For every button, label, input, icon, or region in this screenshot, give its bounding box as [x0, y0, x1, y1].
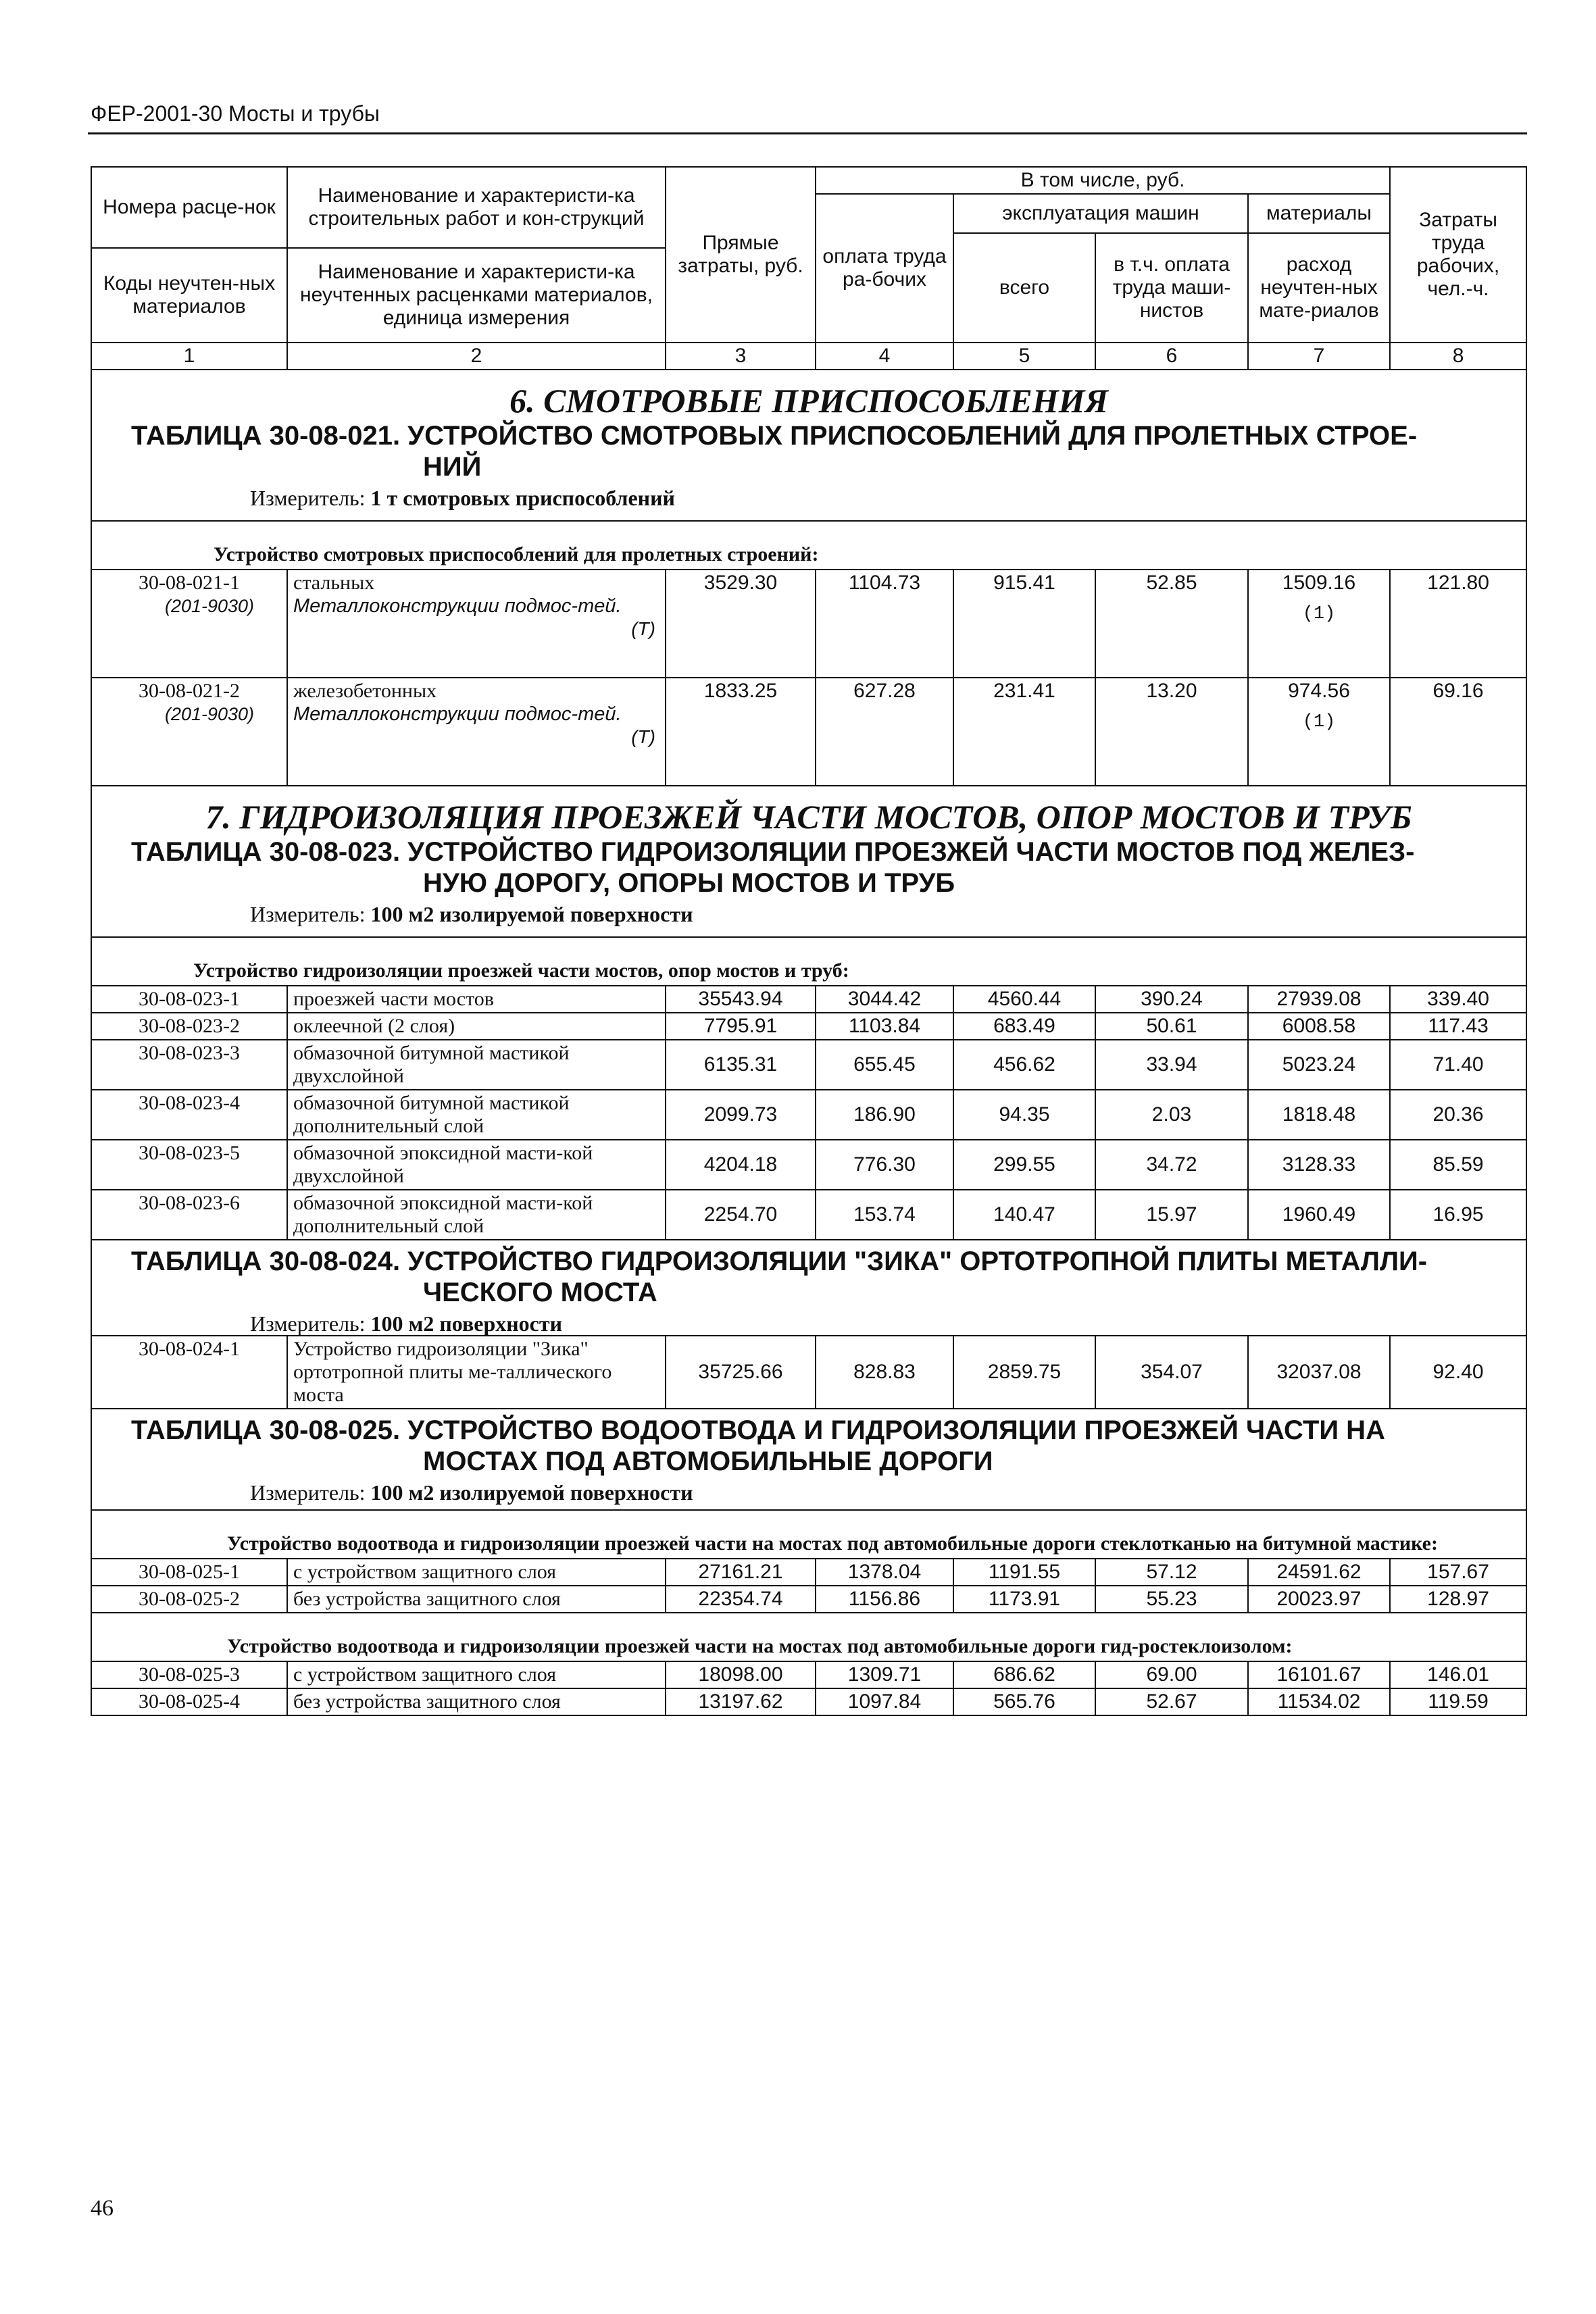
worker-pay: 776.30 [816, 1140, 953, 1190]
measure-label: Измеритель: [250, 902, 366, 926]
section-heading: 7. ГИДРОИЗОЛЯЦИЯ ПРОЕЗЖЕЙ ЧАСТИ МОСТОВ, ОПОР МОСТОВ И ТРУБ [205, 798, 1412, 836]
table-title-line: НУЮ ДОРОГУ, ОПОРЫ МОСТОВ И ТРУБ [423, 868, 955, 898]
table-row [91, 1688, 1526, 1715]
machines-total: 2859.75 [953, 1336, 1095, 1409]
group-heading: Устройство водоотвода и гидроизоляции проезжей части на мостах под автомобильные дороги стеклотканью на битумной мастике: [91, 1510, 1526, 1559]
col-header-machines: эксплуатация машин [953, 194, 1248, 233]
col-number: 7 [1248, 343, 1390, 370]
col-header-machines-total: всего [953, 233, 1095, 343]
measure-value: 100 м2 изолируемой поверхности [370, 1480, 693, 1505]
operator-pay: 390.24 [1095, 986, 1248, 1013]
work-name: с устройством защитного слоя [287, 1661, 666, 1688]
measure-value: 100 м2 поверхности [370, 1311, 563, 1336]
col-header-operator-pay: в т.ч. оплата труда маши-нистов [1095, 233, 1248, 343]
table-row [91, 1090, 1526, 1140]
measure-label: Измеритель: [250, 1311, 366, 1336]
labor-hours: 85.59 [1390, 1140, 1526, 1190]
measure-label: Измеритель: [250, 1480, 366, 1505]
table-title-line: МОСТАХ ПОД АВТОМОБИЛЬНЫЕ ДОРОГИ [423, 1447, 993, 1476]
rate-code: 30-08-025-4 [91, 1688, 287, 1715]
work-name: без устройства защитного слоя [287, 1586, 666, 1613]
work-name: обмазочной эпоксидной масти-кой дополнительный слой [287, 1190, 666, 1240]
labor-hours: 157.67 [1390, 1559, 1526, 1586]
group-heading: Устройство гидроизоляции проезжей части мостов, опор мостов и труб: [91, 937, 1526, 986]
rate-code: 30-08-023-3 [91, 1040, 287, 1090]
worker-pay: 1104.73 [816, 570, 953, 678]
material-use: 32037.08 [1248, 1336, 1390, 1409]
direct-costs: 35543.94 [666, 986, 816, 1013]
labor-hours: 119.59 [1390, 1688, 1526, 1715]
labor-hours: 128.97 [1390, 1586, 1526, 1613]
operator-pay: 34.72 [1095, 1140, 1248, 1190]
material-use: 6008.58 [1248, 1013, 1390, 1040]
table-title-line: ТАБЛИЦА 30-08-024. УСТРОЙСТВО ГИДРОИЗОЛЯЦИИ "ЗИКА" ОРТОТРОПНОЙ ПЛИТЫ МЕТАЛЛИ- [131, 1247, 1428, 1276]
measure-value: 1 т смотровых приспособлений [370, 486, 675, 510]
col-header-materials: материалы [1248, 194, 1390, 233]
labor-hours: 16.95 [1390, 1190, 1526, 1240]
rate-code: 30-08-021-2 [139, 680, 240, 702]
labor-hours: 71.40 [1390, 1040, 1526, 1090]
col-number: 8 [1390, 343, 1526, 370]
measure-line [92, 482, 1526, 520]
measure-label: Измеритель: [250, 486, 366, 510]
measure-line [92, 1308, 1526, 1335]
measure-line [92, 1477, 1526, 1509]
col-header-labor: Затраты труда рабочих, чел.-ч. [1390, 167, 1526, 343]
table-row [91, 1559, 1526, 1586]
labor-hours: 117.43 [1390, 1013, 1526, 1040]
table-row [91, 1336, 1526, 1409]
table-title [92, 1240, 1526, 1308]
work-name: проезжей части мостов [287, 986, 666, 1013]
table-row [91, 1586, 1526, 1613]
header-rule [88, 132, 1527, 134]
worker-pay: 1309.71 [816, 1661, 953, 1688]
worker-pay: 1156.86 [816, 1586, 953, 1613]
direct-costs: 2099.73 [666, 1090, 816, 1140]
direct-costs: 2254.70 [666, 1190, 816, 1240]
material-use: 1818.48 [1248, 1090, 1390, 1140]
worker-pay: 3044.42 [816, 986, 953, 1013]
material-use: 1509.16 [1282, 572, 1356, 594]
table-title-line: НИЙ [423, 452, 482, 482]
table-title-line: ТАБЛИЦА 30-08-021. УСТРОЙСТВО СМОТРОВЫХ ПРИСПОСОБЛЕНИЙ ДЛЯ ПРОЛЕТНЫХ СТРОЕ- [131, 421, 1418, 451]
material-use: 3128.33 [1248, 1140, 1390, 1190]
rate-code: 30-08-024-1 [91, 1336, 287, 1409]
operator-pay: 33.94 [1095, 1040, 1248, 1090]
section-heading: 6. СМОТРОВЫЕ ПРИСПОСОБЛЕНИЯ [509, 382, 1108, 420]
rates-table [91, 166, 1527, 1716]
worker-pay: 828.83 [816, 1336, 953, 1409]
rate-code: 30-08-023-4 [91, 1090, 287, 1140]
work-name: обмазочной битумной мастикой двухслойной [287, 1040, 666, 1090]
work-name: стальных [293, 572, 375, 594]
worker-pay: 655.45 [816, 1040, 953, 1090]
table-row [91, 1013, 1526, 1040]
operator-pay: 354.07 [1095, 1336, 1248, 1409]
direct-costs: 7795.91 [666, 1013, 816, 1040]
machines-total: 456.62 [953, 1040, 1095, 1090]
table-row [91, 570, 1526, 678]
material-use: 11534.02 [1248, 1688, 1390, 1715]
rate-code: 30-08-023-6 [91, 1190, 287, 1240]
table-row [91, 1040, 1526, 1090]
direct-costs: 1833.25 [666, 678, 816, 786]
material-use: 1960.49 [1248, 1190, 1390, 1240]
worker-pay: 1097.84 [816, 1688, 953, 1715]
work-name: с устройством защитного слоя [287, 1559, 666, 1586]
page-number: 46 [91, 2196, 114, 2221]
rate-code: 30-08-023-5 [91, 1140, 287, 1190]
direct-costs: 4204.18 [666, 1140, 816, 1190]
rate-code: 30-08-021-1 [139, 572, 240, 594]
machines-total: 231.41 [953, 678, 1095, 786]
operator-pay: 52.67 [1095, 1688, 1248, 1715]
worker-pay: 1378.04 [816, 1559, 953, 1586]
group-heading: Устройство водоотвода и гидроизоляции проезжей части на мостах под автомобильные дороги гид-ростеклоизолом: [91, 1613, 1526, 1661]
col-header-rate-numbers: Номера расце-нок [91, 167, 287, 248]
machines-total: 140.47 [953, 1190, 1095, 1240]
labor-hours: 121.80 [1390, 570, 1526, 678]
rate-code: 30-08-025-1 [91, 1559, 287, 1586]
material-name: Металлоконструкции подмос-тей. [293, 595, 622, 617]
table-title [92, 836, 1526, 899]
machines-total: 686.62 [953, 1661, 1095, 1688]
table-title-line: ТАБЛИЦА 30-08-023. УСТРОЙСТВО ГИДРОИЗОЛЯЦИИ ПРОЕЗЖЕЙ ЧАСТИ МОСТОВ ПОД ЖЕЛЕЗ- [131, 837, 1415, 867]
rate-code: 30-08-023-1 [91, 986, 287, 1013]
col-number: 5 [953, 343, 1095, 370]
machines-total: 299.55 [953, 1140, 1095, 1190]
table-title [92, 420, 1526, 482]
table-row [91, 678, 1526, 786]
material-use: 974.56 [1288, 680, 1350, 702]
col-header-including: В том числе, руб. [816, 167, 1390, 194]
material-code: (201-9030) [164, 596, 255, 616]
work-name: без устройства защитного слоя [287, 1688, 666, 1715]
col-number: 6 [1095, 343, 1248, 370]
col-header-worker-pay: оплата труда ра-бочих [816, 194, 953, 343]
table-row [91, 1190, 1526, 1240]
direct-costs: 3529.30 [666, 570, 816, 678]
table-title [92, 1409, 1526, 1477]
machines-total: 4560.44 [953, 986, 1095, 1013]
operator-pay: 13.20 [1095, 678, 1248, 786]
unit-mark: (Т) [631, 726, 655, 747]
material-amount: (1) [1302, 712, 1336, 732]
labor-hours: 92.40 [1390, 1336, 1526, 1409]
labor-hours: 20.36 [1390, 1090, 1526, 1140]
machines-total: 1173.91 [953, 1586, 1095, 1613]
operator-pay: 2.03 [1095, 1090, 1248, 1140]
worker-pay: 627.28 [816, 678, 953, 786]
col-header-work-name: Наименование и характеристи-ка строительных работ и кон-струкций [287, 167, 666, 248]
work-name: Устройство гидроизоляции "Зика" ортотропной плиты ме-таллического моста [287, 1336, 666, 1409]
material-use: 24591.62 [1248, 1559, 1390, 1586]
table-row [91, 1661, 1526, 1688]
operator-pay: 52.85 [1095, 570, 1248, 678]
material-use: 5023.24 [1248, 1040, 1390, 1090]
table-title-line: ЧЕСКОГО МОСТА [423, 1278, 657, 1307]
labor-hours: 339.40 [1390, 986, 1526, 1013]
work-name: оклеечной (2 слоя) [287, 1013, 666, 1040]
running-header: ФЕР-2001-30 Мосты и трубы [91, 101, 380, 126]
table-row [91, 1140, 1526, 1190]
work-name: железобетонных [293, 680, 437, 702]
direct-costs: 27161.21 [666, 1559, 816, 1586]
material-use: 20023.97 [1248, 1586, 1390, 1613]
work-name: обмазочной эпоксидной масти-кой двухслойной [287, 1140, 666, 1190]
material-amount: (1) [1302, 604, 1336, 624]
col-header-direct-costs: Прямые затраты, руб. [666, 167, 816, 343]
measure-value: 100 м2 изолируемой поверхности [370, 902, 693, 926]
unit-mark: (Т) [631, 618, 655, 639]
labor-hours: 146.01 [1390, 1661, 1526, 1688]
worker-pay: 1103.84 [816, 1013, 953, 1040]
table-row [91, 986, 1526, 1013]
worker-pay: 186.90 [816, 1090, 953, 1140]
material-use: 27939.08 [1248, 986, 1390, 1013]
col-header-material-name: Наименование и характеристи-ка неучтенных расценками материалов, единица измерения [287, 248, 666, 343]
group-heading: Устройство смотровых приспособлений для пролетных строений: [91, 521, 1526, 570]
machines-total: 565.76 [953, 1688, 1095, 1715]
table-title-line: ТАБЛИЦА 30-08-025. УСТРОЙСТВО ВОДООТВОДА И ГИДРОИЗОЛЯЦИИ ПРОЕЗЖЕЙ ЧАСТИ НА [131, 1415, 1385, 1445]
material-name: Металлоконструкции подмос-тей. [293, 703, 622, 725]
direct-costs: 6135.31 [666, 1040, 816, 1090]
operator-pay: 15.97 [1095, 1190, 1248, 1240]
direct-costs: 35725.66 [666, 1336, 816, 1409]
direct-costs: 22354.74 [666, 1586, 816, 1613]
col-number: 1 [91, 343, 287, 370]
work-name: обмазочной битумной мастикой дополнительный слой [287, 1090, 666, 1140]
col-header-material-use: расход неучтен-ных мате-риалов [1248, 233, 1390, 343]
material-use: 16101.67 [1248, 1661, 1390, 1688]
machines-total: 683.49 [953, 1013, 1095, 1040]
operator-pay: 55.23 [1095, 1586, 1248, 1613]
labor-hours: 69.16 [1390, 678, 1526, 786]
rate-code: 30-08-023-2 [91, 1013, 287, 1040]
worker-pay: 153.74 [816, 1190, 953, 1240]
rate-code: 30-08-025-2 [91, 1586, 287, 1613]
rate-code: 30-08-025-3 [91, 1661, 287, 1688]
measure-line [92, 899, 1526, 936]
operator-pay: 57.12 [1095, 1559, 1248, 1586]
material-code: (201-9030) [164, 704, 255, 724]
col-number: 4 [816, 343, 953, 370]
col-header-material-codes: Коды неучтен-ных материалов [91, 248, 287, 343]
col-number: 3 [666, 343, 816, 370]
direct-costs: 13197.62 [666, 1688, 816, 1715]
col-number: 2 [287, 343, 666, 370]
machines-total: 1191.55 [953, 1559, 1095, 1586]
operator-pay: 69.00 [1095, 1661, 1248, 1688]
direct-costs: 18098.00 [666, 1661, 816, 1688]
operator-pay: 50.61 [1095, 1013, 1248, 1040]
machines-total: 94.35 [953, 1090, 1095, 1140]
machines-total: 915.41 [953, 570, 1095, 678]
